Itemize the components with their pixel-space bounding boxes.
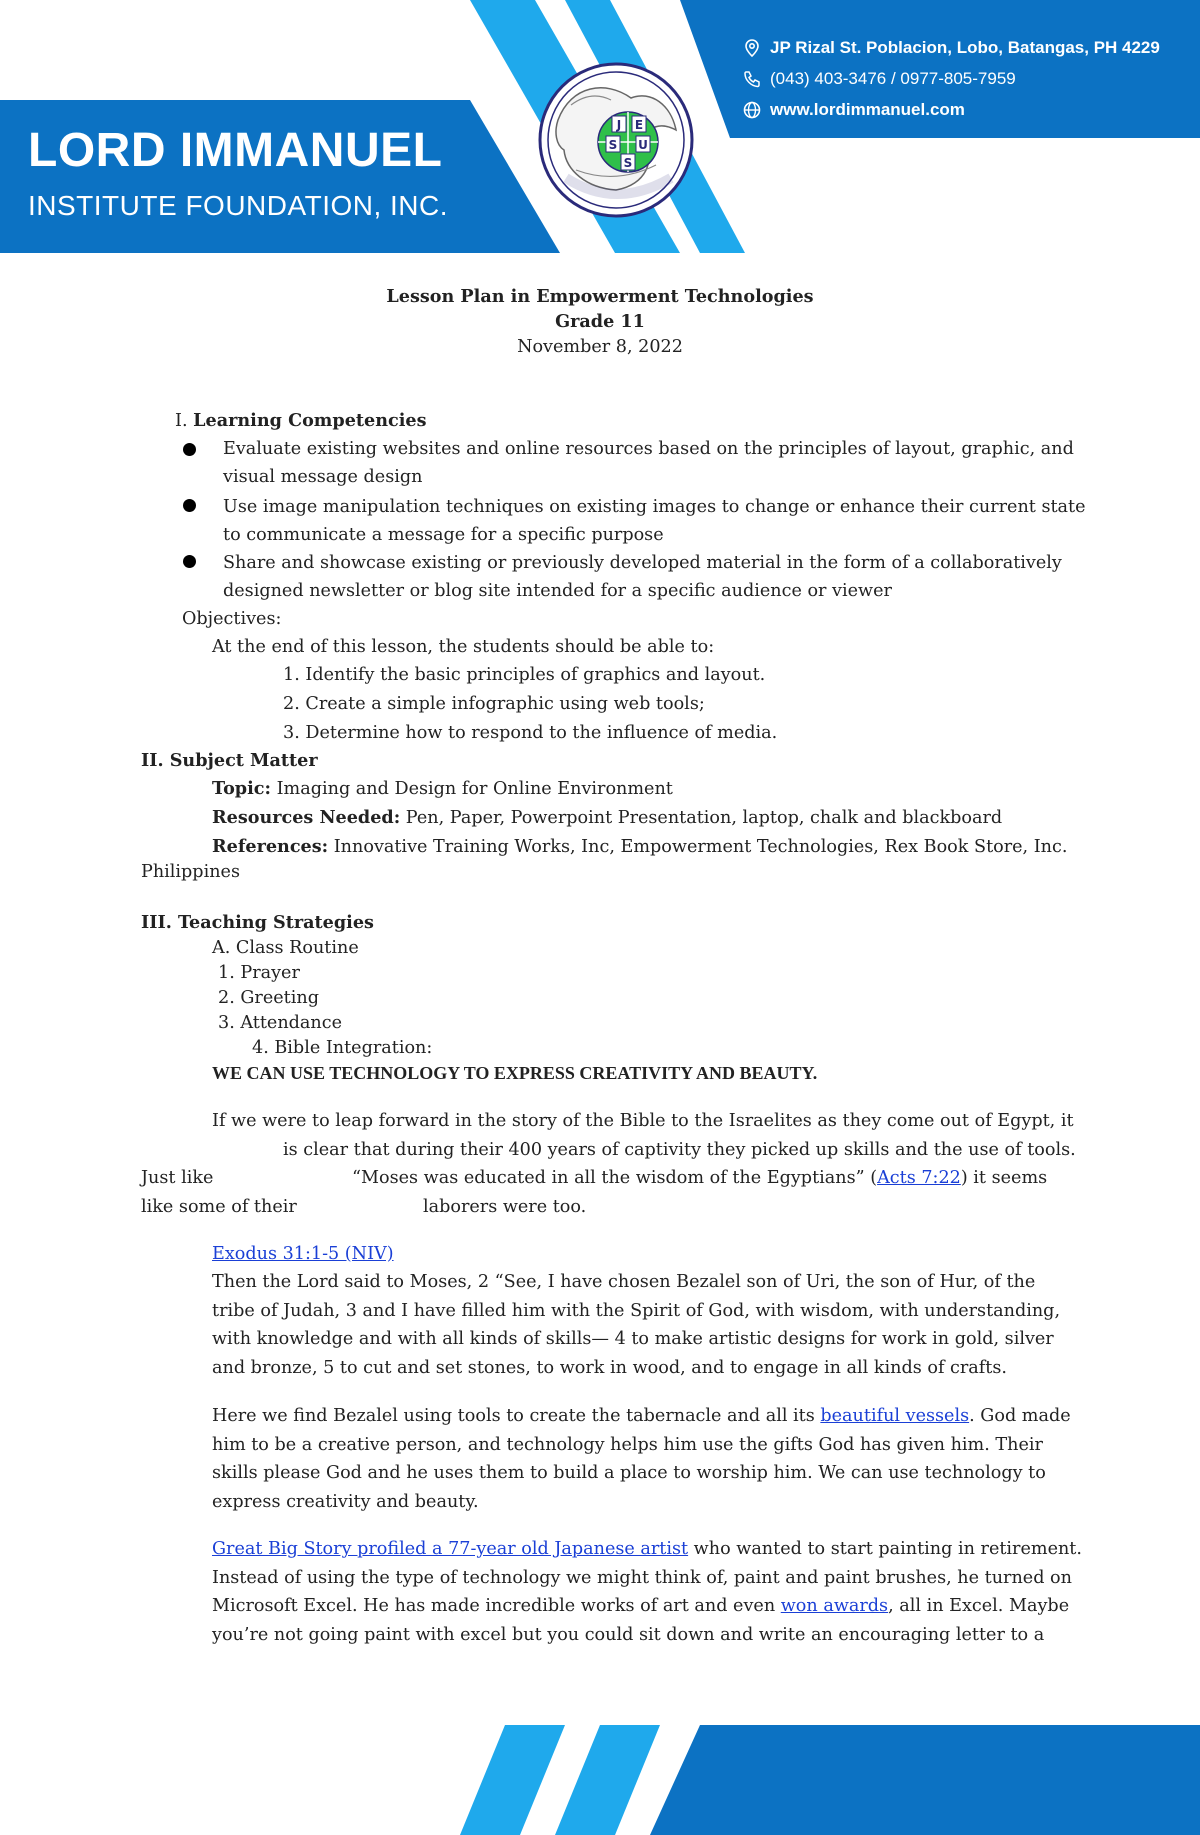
paragraph-2-line: him to be a creative person, and technology helps him use the gifts God has given him. Their: [212, 1435, 1043, 1455]
organization-name: LORD IMMANUEL: [28, 124, 443, 177]
objective-item: 1. Identify the basic principles of graphics and layout.: [283, 665, 766, 685]
phone-icon: [742, 69, 762, 89]
objectives-intro: At the end of this lesson, the students should be able to:: [212, 637, 715, 657]
acts-link[interactable]: Acts 7:22: [877, 1168, 961, 1188]
location-pin-icon: [742, 38, 762, 58]
section-heading-teaching-strategies: III. Teaching Strategies: [141, 912, 374, 933]
references-continued: Philippines: [141, 862, 240, 882]
verse-line: Then the Lord said to Moses, 2 “See, I have chosen Bezalel son of Uri, the son of Hur, of the: [212, 1272, 1036, 1292]
competency-1-line1: Evaluate existing websites and online resources based on the principles of layout, graphic, and: [223, 439, 1074, 459]
verse-line: with knowledge and with all kinds of skills— 4 to make artistic designs for work in gold, silver: [212, 1329, 1054, 1349]
references-line: References: Innovative Training Works, Inc, Empowerment Technologies, Rex Book Store, Inc.: [212, 836, 1068, 857]
won-awards-link[interactable]: won awards: [780, 1596, 889, 1616]
paragraph-2-line1: Here we find Bezalel using tools to create the tabernacle and all its beautiful vessels. God made: [212, 1406, 1071, 1426]
objective-item: 3. Determine how to respond to the influence of media.: [283, 723, 778, 743]
website-row: [742, 100, 965, 120]
school-seal-logo: [536, 60, 696, 220]
bullet-icon: [183, 555, 196, 568]
routine-item: 2. Greeting: [218, 988, 319, 1008]
address-row: [742, 38, 1160, 58]
competency-2-line1: Use image manipulation techniques on existing images to change or enhance their current state: [223, 497, 1086, 517]
verse-line: tribe of Judah, 3 and I have filled him with the Spirit of God, with wisdom, with understanding,: [212, 1301, 1061, 1321]
logo-letter: J: [616, 118, 622, 132]
logo-letter: S: [623, 156, 633, 170]
organization-subtitle: INSTITUTE FOUNDATION, INC.: [28, 190, 449, 221]
paragraph-3-line1: Great Big Story profiled a 77-year old Japanese artist who wanted to start painting in retirement.: [212, 1539, 1082, 1559]
paragraph-1-line4b: laborers were too.: [423, 1197, 587, 1217]
competency-1-line2: visual message design: [223, 467, 423, 487]
lesson-title: Lesson Plan in Empowerment Technologies: [386, 286, 814, 307]
paragraph-1-line1: If we were to leap forward in the story of the Bible to the Israelites as they come out of Egypt, it: [212, 1111, 1074, 1131]
address-text: JP Rizal St. Poblacion, Lobo, Batangas, PH 4229: [770, 38, 1160, 57]
bullet-icon: [183, 499, 196, 512]
beautiful-vessels-link[interactable]: beautiful vessels: [820, 1406, 970, 1426]
verse-line: and bronze, 5 to cut and set stones, to work in wood, and to engage in all kinds of crafts.: [212, 1358, 1008, 1378]
footer-banner: [0, 1725, 1200, 1835]
paragraph-3-line3: Microsoft Excel. He has made incredible works of art and even won awards, all in Excel. Maybe: [212, 1596, 1070, 1616]
website-link[interactable]: www.lordimmanuel.com: [770, 100, 965, 119]
paragraph-1-line3b: “Moses was educated in all the wisdom of the Egyptians” (Acts 7:22) it seems: [352, 1168, 1048, 1188]
paragraph-2-line: skills please God and he uses them to build a place to worship him. We can use technology to: [212, 1463, 1046, 1483]
competency-2-line2: to communicate a message for a specific purpose: [223, 525, 664, 545]
paragraph-1-line4a: like some of their: [141, 1197, 297, 1217]
section-heading-subject-matter: II. Subject Matter: [141, 750, 318, 771]
class-routine: A. Class Routine: [212, 938, 359, 958]
competency-3-line2: designed newsletter or blog site intended for a specific audience or viewer: [223, 581, 892, 601]
paragraph-2-line: express creativity and beauty.: [212, 1492, 479, 1512]
paragraph-3-line4: you’re not going paint with excel but you could sit down and write an encouraging letter to a: [212, 1625, 1045, 1645]
logo-letter: S: [608, 138, 618, 152]
section-heading-learning-competencies: I. Learning Competencies: [175, 410, 427, 431]
paragraph-1-line3a: Just like: [141, 1168, 214, 1188]
objectives-label: Objectives:: [182, 609, 282, 629]
paragraph-3-line2: Instead of using the type of technology we might think of, paint and paint brushes, he turned on: [212, 1568, 1072, 1588]
resources-line: Resources Needed: Pen, Paper, Powerpoint Presentation, laptop, chalk and blackboard: [212, 807, 1003, 828]
competency-3-line1: Share and showcase existing or previously developed material in the form of a collaboratively: [223, 553, 1062, 573]
lesson-date: November 8, 2022: [517, 337, 683, 357]
topic-line: Topic: Imaging and Design for Online Environment: [212, 778, 673, 799]
globe-icon: [742, 100, 762, 120]
routine-item: 3. Attendance: [218, 1013, 343, 1033]
great-big-story-link[interactable]: Great Big Story profiled a 77-year old Japanese artist: [212, 1539, 689, 1559]
phone-row: [742, 69, 1016, 89]
phone-text: (043) 403-3476 / 0977-805-7959: [770, 69, 1016, 88]
logo-letter: E: [634, 118, 644, 132]
bullet-icon: [183, 443, 196, 456]
bible-integration: 4. Bible Integration:: [252, 1038, 433, 1058]
paragraph-1-line2: is clear that during their 400 years of captivity they picked up skills and the use of tools.: [283, 1140, 1076, 1160]
objective-item: 2. Create a simple infographic using web tools;: [283, 694, 705, 714]
lesson-theme: WE CAN USE TECHNOLOGY TO EXPRESS CREATIVITY AND BEAUTY.: [212, 1063, 818, 1083]
logo-letter: U: [638, 138, 648, 152]
routine-item: 1. Prayer: [218, 963, 300, 983]
grade-level: Grade 11: [555, 311, 645, 332]
exodus-link[interactable]: Exodus 31:1-5 (NIV): [212, 1244, 394, 1264]
